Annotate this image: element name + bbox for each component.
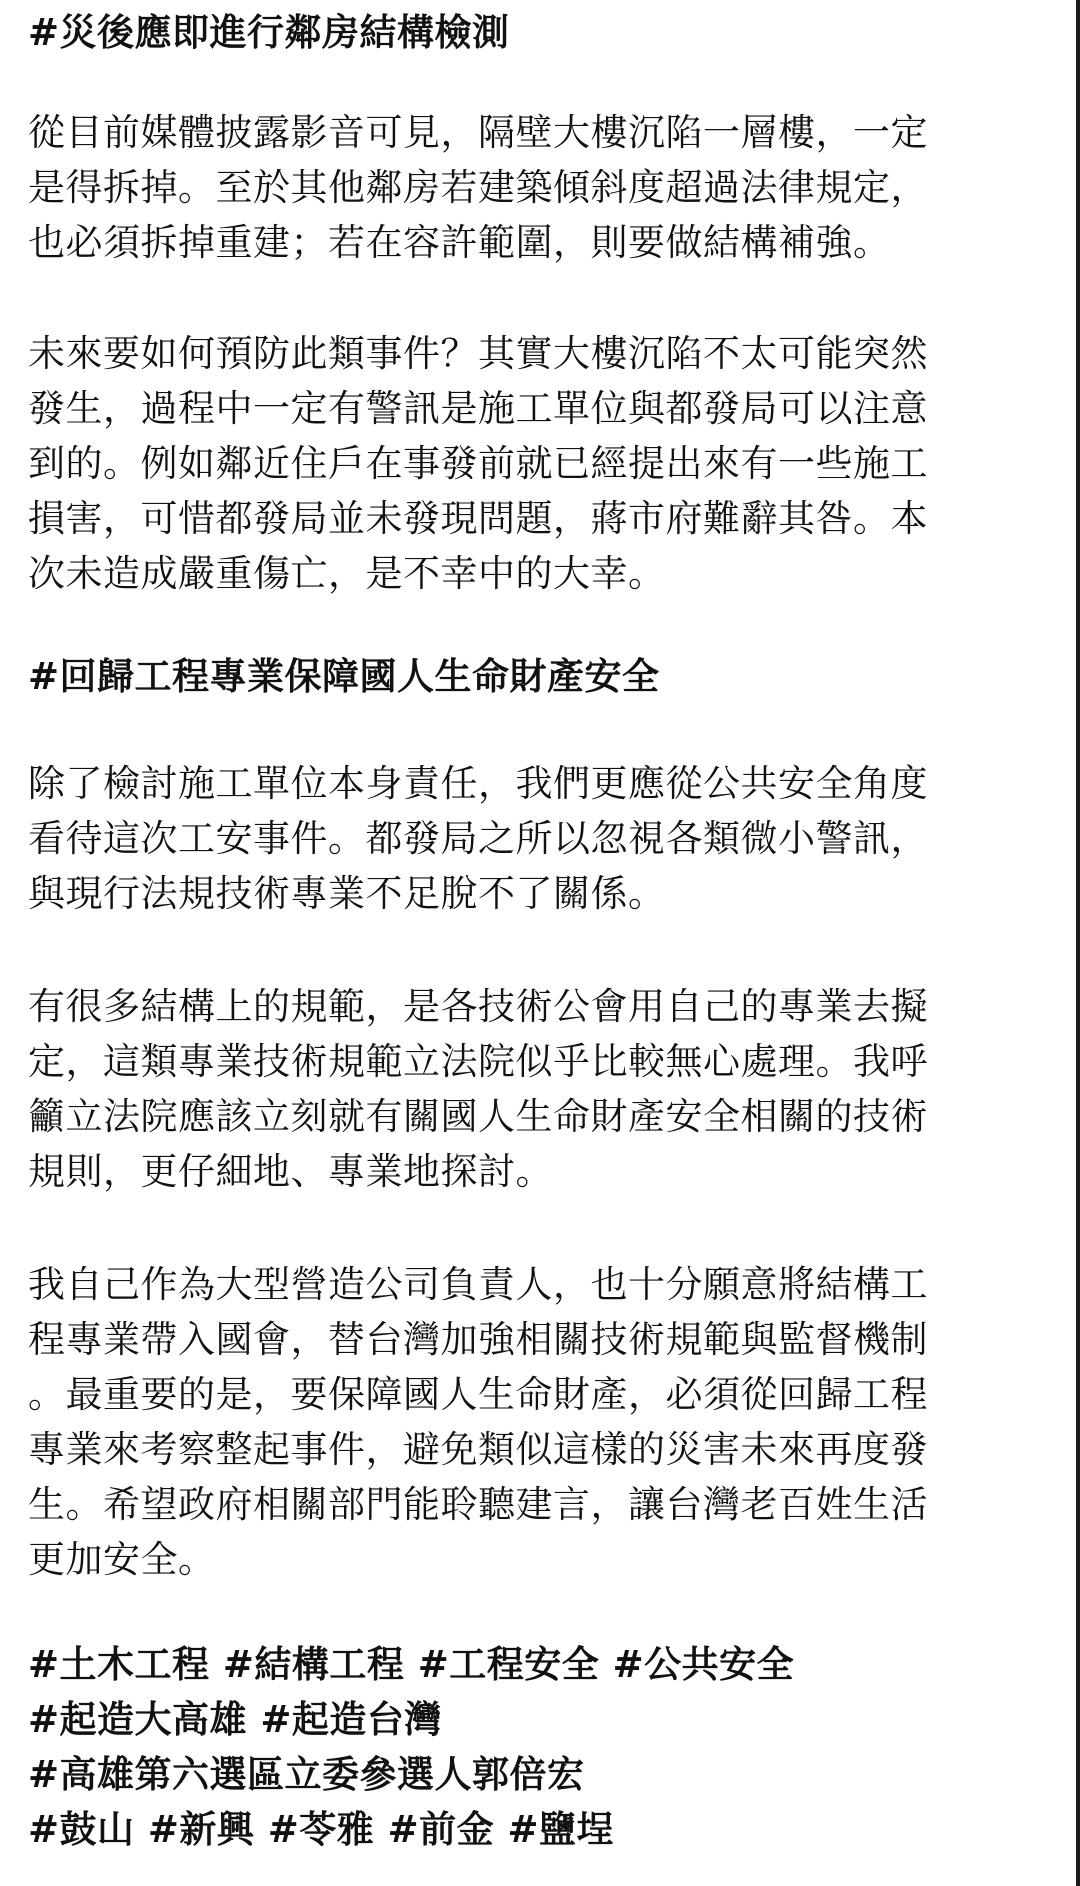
post-body (28, 0, 1038, 1857)
text-line: 。最重要的是，要保障國人生命財產，必須從回歸工程 (28, 1373, 928, 1416)
text-line: 損害，可惜都發局並未發現問題，蔣市府難辭其咎。本 (28, 497, 928, 540)
paragraph-candidate-statement (28, 1257, 1038, 1587)
text-line: 我自己作為大型營造公司負責人，也十分願意將結構工 (28, 1263, 928, 1306)
text-line: 發生，過程中一定有警訊是施工單位與都發局可以注意 (28, 387, 928, 430)
text-line: 籲立法院應該立刻就有關國人生命財產安全相關的技術 (28, 1095, 928, 1138)
text-line: 定，這類專業技術規範立法院似乎比較無心處理。我呼 (28, 1040, 928, 1083)
hashtag-line[interactable]: #高雄第六選區立委參選人郭倍宏 (28, 1753, 585, 1796)
paragraph-public-safety (28, 756, 1038, 921)
paragraph-prevention (28, 326, 1038, 601)
hashtag-line[interactable]: #土木工程 #結構工程 #工程安全 #公共安全 (28, 1643, 795, 1686)
text-line: 次未造成嚴重傷亡，是不幸中的大幸。 (28, 552, 666, 595)
text-line: 到的。例如鄰近住戶在事發前就已經提出來有一些施工 (28, 442, 928, 485)
text-line: 除了檢討施工單位本身責任，我們更應從公共安全角度 (28, 762, 928, 805)
heading-hashtag-inspection[interactable]: #災後應即進行鄰房結構檢測 (28, 11, 510, 54)
text-line: 看待這次工安事件。都發局之所以忽視各類微小警訊， (28, 817, 928, 860)
text-line: 生。希望政府相關部門能聆聽建言，讓台灣老百姓生活 (28, 1483, 928, 1526)
scrollbar-edge (1076, 0, 1080, 1886)
text-line: 專業來考察整起事件，避免類似這樣的災害未來再度發 (28, 1428, 928, 1471)
text-line: 與現行法規技術專業不足脫不了關係。 (28, 872, 666, 915)
text-line: 未來要如何預防此類事件？其實大樓沉陷不太可能突然 (28, 332, 928, 375)
text-line: 程專業帶入國會，替台灣加強相關技術規範與監督機制 (28, 1318, 928, 1361)
text-line: 更加安全。 (28, 1538, 216, 1581)
paragraph-legislation (28, 979, 1038, 1199)
hashtag-line[interactable]: #鼓山 #新興 #苓雅 #前金 #鹽埕 (28, 1808, 615, 1851)
text-line: 也必須拆掉重建；若在容許範圍，則要做結構補強。 (28, 221, 891, 264)
text-line: 規則，更仔細地、專業地探討。 (28, 1150, 553, 1193)
paragraph-media-disclosure (28, 105, 1038, 270)
text-line: 有很多結構上的規範，是各技術公會用自己的專業去擬 (28, 985, 928, 1028)
text-line: 是得拆掉。至於其他鄰房若建築傾斜度超過法律規定， (28, 166, 928, 209)
text-line: 從目前媒體披露影音可見，隔壁大樓沉陷一層樓，一定 (28, 111, 928, 154)
hashtag-list (28, 1637, 1038, 1857)
hashtag-line[interactable]: #起造大高雄 #起造台灣 (28, 1698, 442, 1741)
heading-hashtag-engineering[interactable]: #回歸工程專業保障國人生命財產安全 (28, 655, 660, 698)
